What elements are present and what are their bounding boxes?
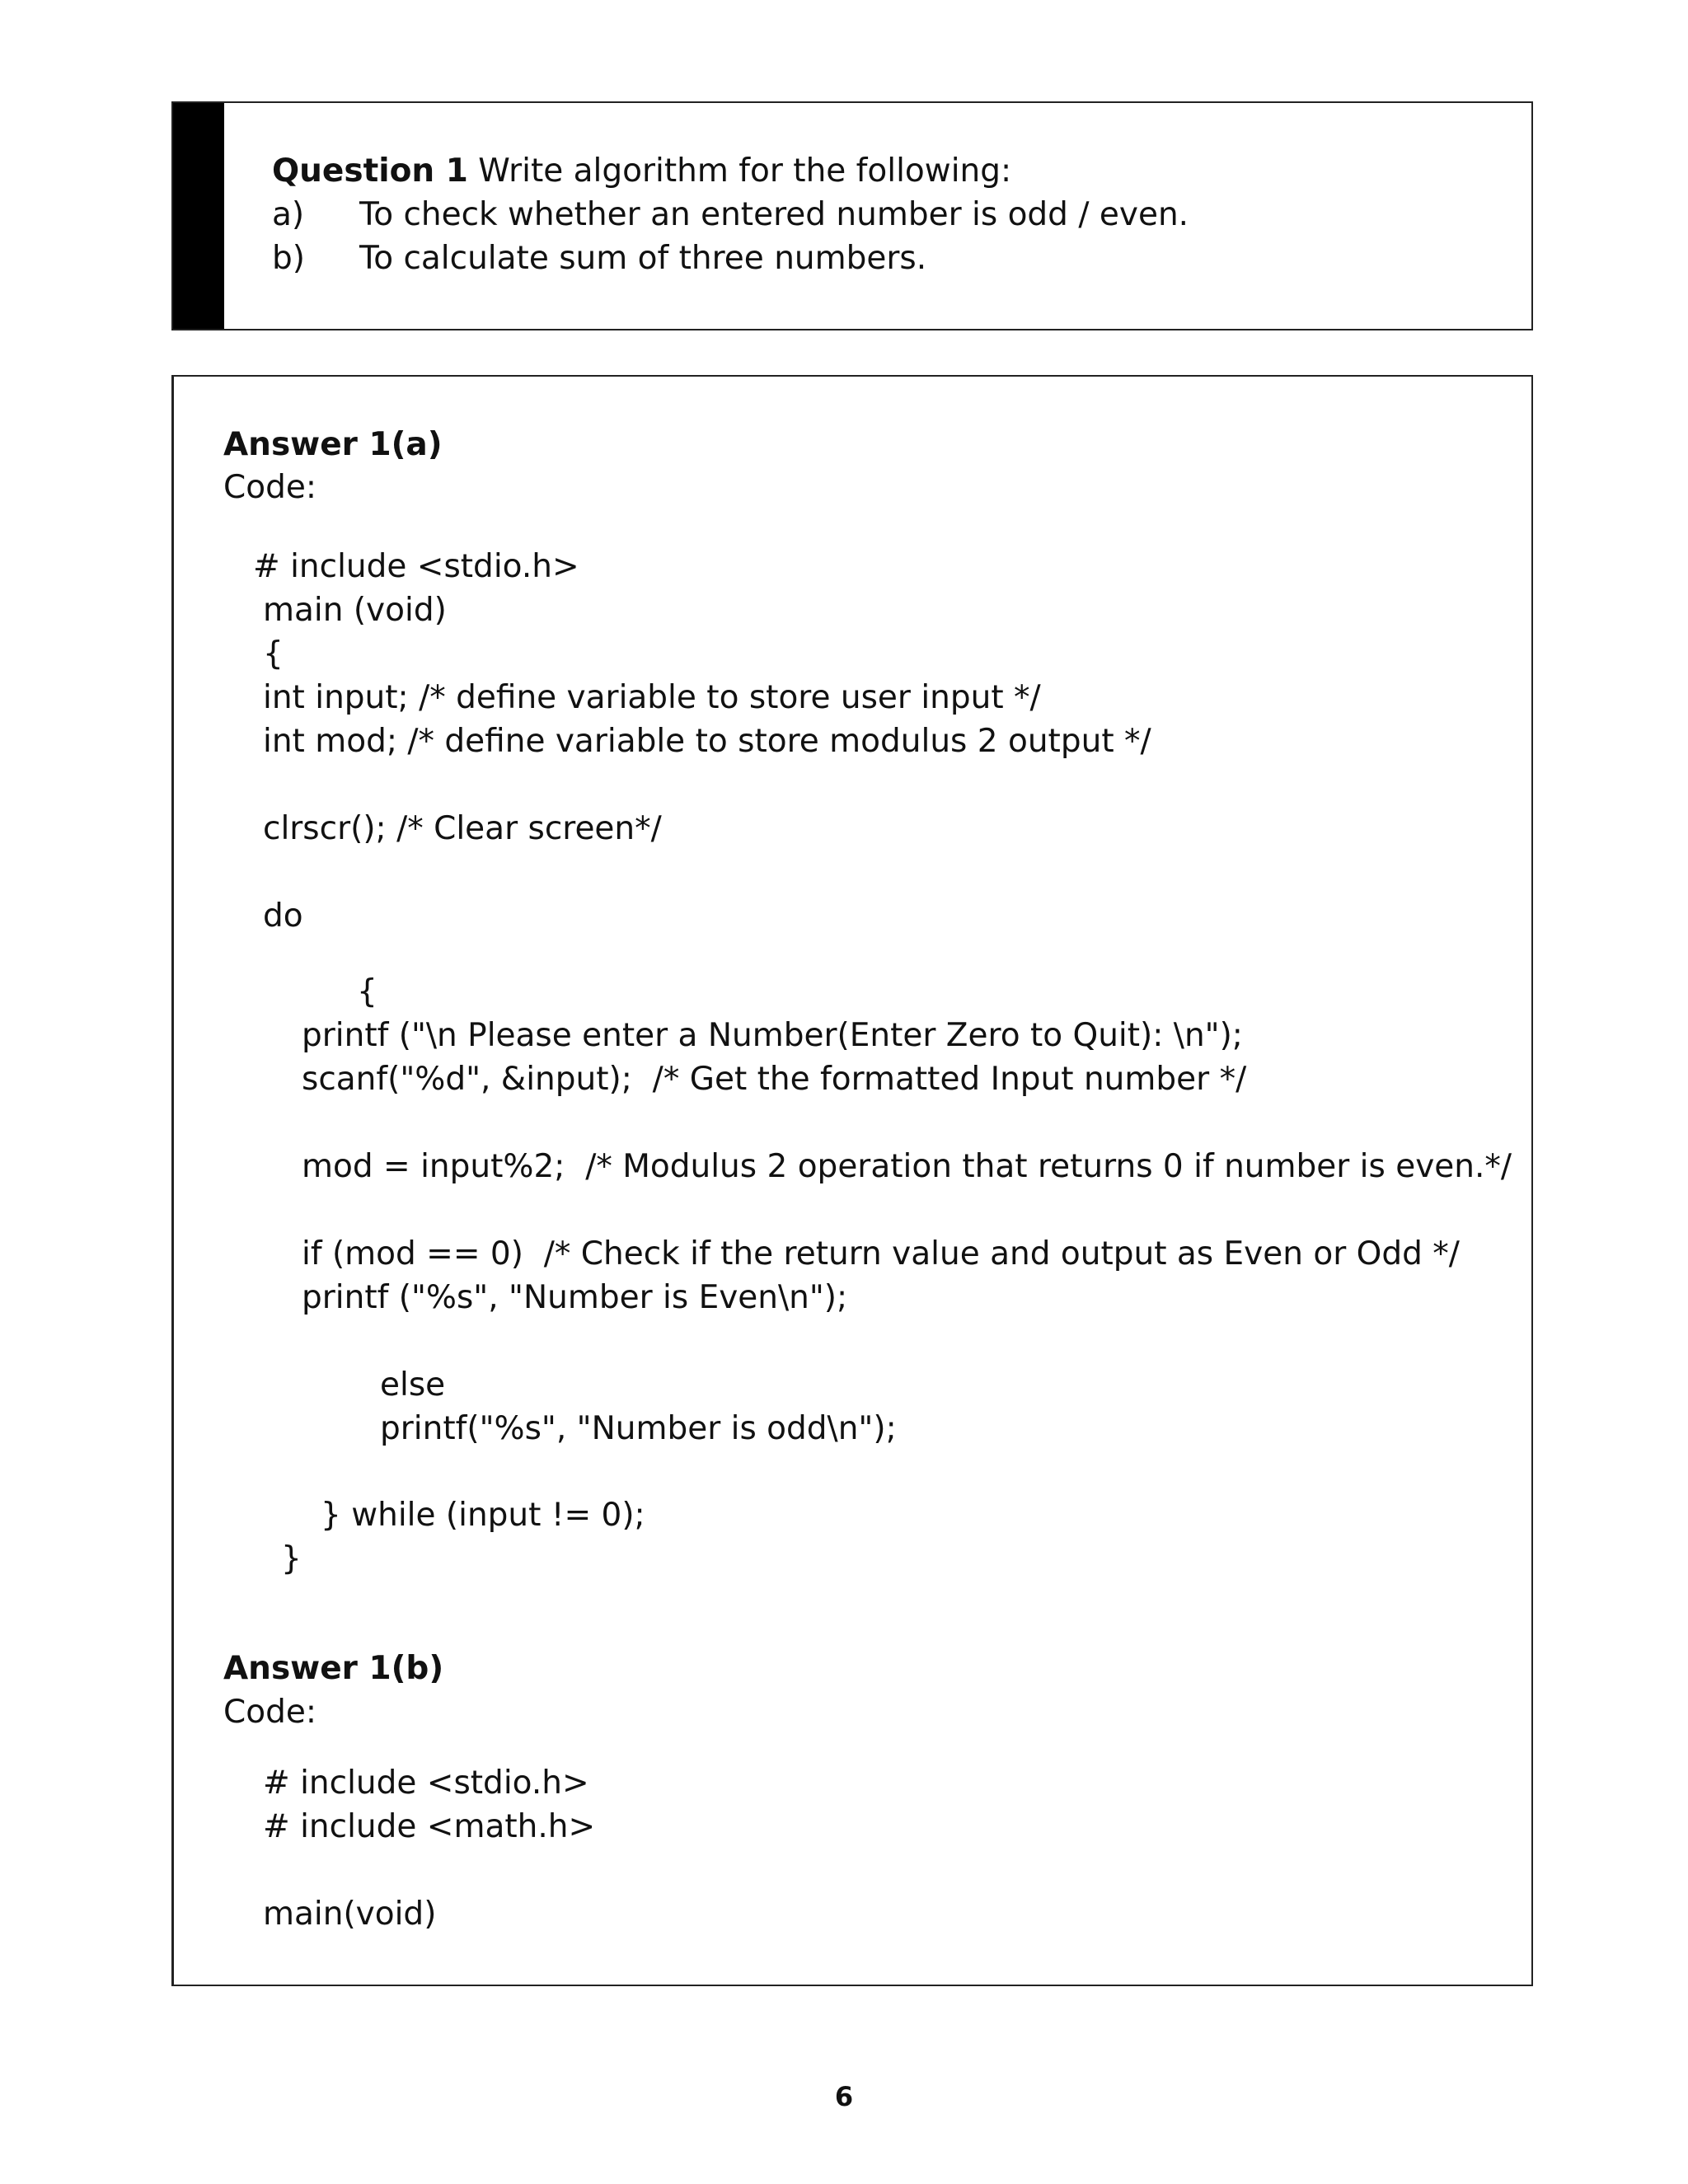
code-line: else bbox=[380, 1366, 446, 1404]
code-line: # include <stdio.h> bbox=[253, 548, 579, 585]
code-line: { bbox=[263, 635, 284, 673]
code-line: mod = input%2; /* Modulus 2 operation that returns 0 if number is even.*/ bbox=[302, 1148, 1512, 1185]
code-line: main (void) bbox=[263, 592, 447, 629]
code-line: do bbox=[263, 898, 303, 935]
question-side-bar bbox=[173, 103, 224, 329]
code-line: int input; /* define variable to store user input */ bbox=[263, 679, 1041, 716]
answer-b-heading: Answer 1(b) bbox=[223, 1650, 444, 1687]
code-line: printf ("\n Please enter a Number(Enter Zero to Quit): \n"); bbox=[302, 1017, 1243, 1054]
question-item-a bbox=[272, 193, 1189, 237]
question-title bbox=[272, 149, 1189, 193]
code-line: # include <math.h> bbox=[263, 1808, 596, 1845]
answer-a-code-label: Code: bbox=[223, 469, 316, 506]
code-line: main(void) bbox=[263, 1896, 437, 1933]
code-line: { bbox=[357, 973, 377, 1010]
code-line: printf("%s", "Number is odd\n"); bbox=[380, 1410, 897, 1447]
answer-a-heading: Answer 1(a) bbox=[223, 426, 443, 463]
item-text: To check whether an entered number is odd / even. bbox=[359, 196, 1189, 233]
code-line: if (mod == 0) /* Check if the return value and output as Even or Odd */ bbox=[302, 1235, 1460, 1272]
code-line: scanf("%d", &input); /* Get the formatted Input number */ bbox=[302, 1061, 1247, 1098]
code-line: clrscr(); /* Clear screen*/ bbox=[263, 810, 662, 847]
answer-b-code-label: Code: bbox=[223, 1694, 316, 1731]
item-letter: b) bbox=[272, 240, 305, 277]
answer-box bbox=[171, 375, 1533, 1986]
question-label: Question 1 bbox=[272, 152, 468, 190]
page-number: 6 bbox=[834, 2081, 854, 2112]
question-prompt: Write algorithm for the following: bbox=[467, 152, 1012, 190]
code-line: # include <stdio.h> bbox=[263, 1765, 589, 1802]
item-letter: a) bbox=[272, 196, 305, 233]
question-box bbox=[171, 101, 1533, 330]
code-line: } bbox=[281, 1540, 302, 1577]
code-line: printf ("%s", "Number is Even\n"); bbox=[302, 1279, 848, 1316]
code-line: int mod; /* define variable to store modulus 2 output */ bbox=[263, 723, 1151, 760]
item-text: To calculate sum of three numbers. bbox=[359, 240, 927, 277]
question-item-b bbox=[272, 237, 1189, 280]
code-line: } while (input != 0); bbox=[321, 1497, 645, 1534]
question-text bbox=[272, 149, 1189, 280]
